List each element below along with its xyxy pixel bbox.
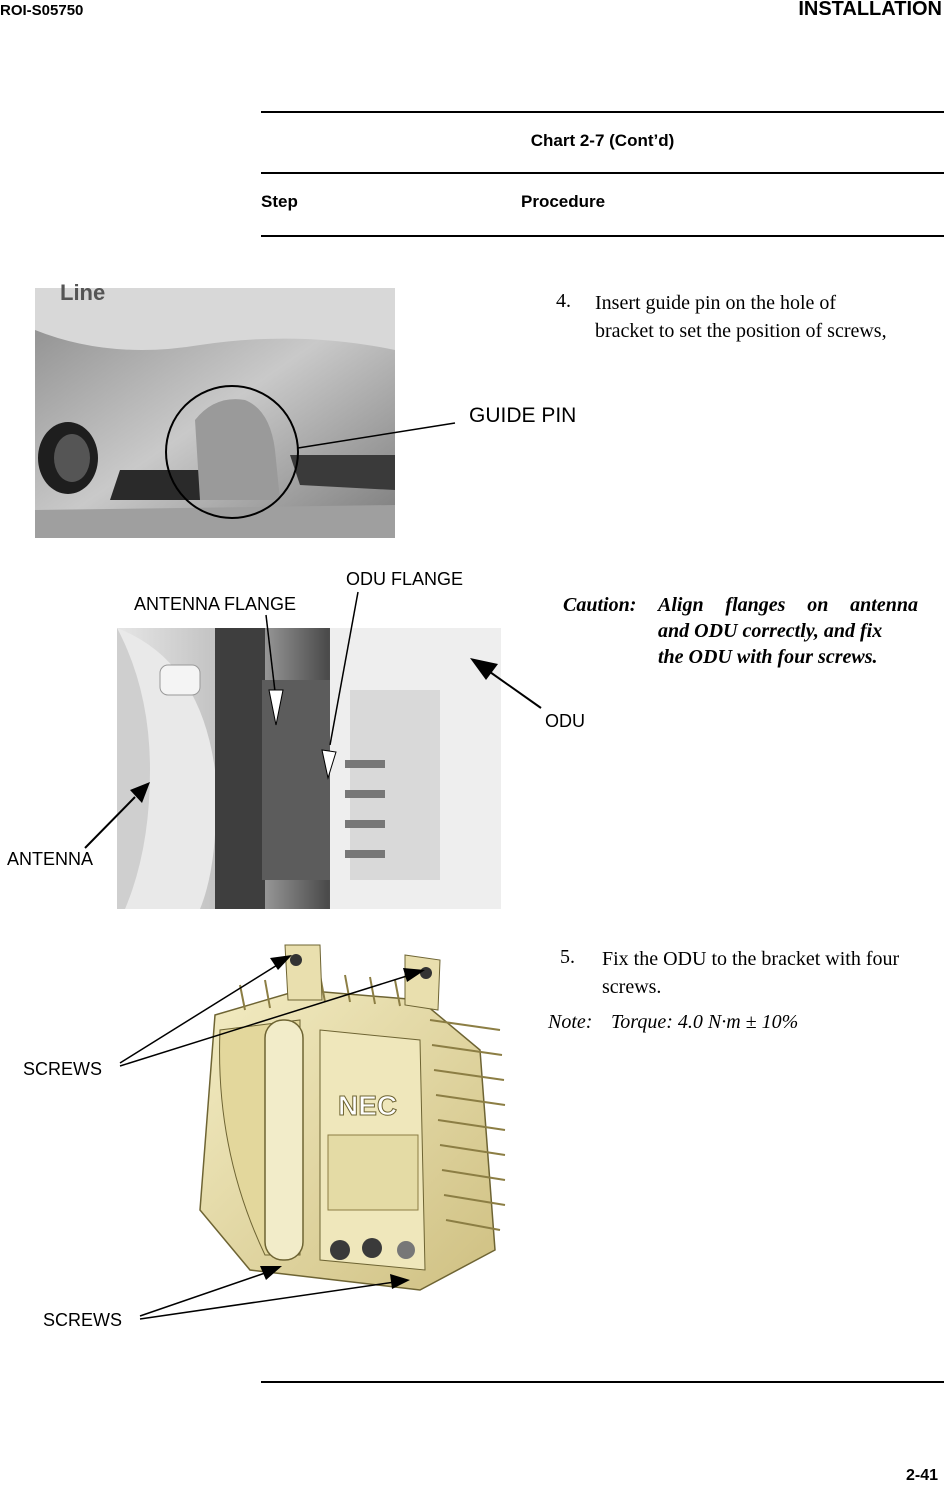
step-5-text-line1: Fix the ODU to the bracket with four	[602, 948, 900, 970]
antenna-flange-label: ANTENNA FLANGE	[134, 594, 297, 614]
screws-bottom-leader-2	[140, 1282, 395, 1319]
step-4-number: 4.	[556, 290, 571, 312]
guide-pin-label: GUIDE PIN	[469, 404, 577, 427]
step-5-number: 5.	[560, 946, 575, 968]
step-4-text-line1: Insert guide pin on the hole of	[595, 292, 837, 314]
step-5-text-line2: screws.	[602, 976, 662, 998]
caution-line2: and ODU correctly, and fix	[658, 620, 883, 642]
note-label: Note:	[548, 1011, 593, 1033]
step-4-text-line2: bracket to set the position of screws,	[595, 320, 887, 342]
svg-text:Line: Line	[60, 280, 106, 305]
note-text: Torque: 4.0 N·m ± 10%	[611, 1011, 799, 1033]
flange-alignment-photo	[117, 628, 501, 909]
screws-bottom-label: SCREWS	[43, 1310, 123, 1330]
caution-line3: the ODU with four screws.	[658, 646, 878, 668]
antenna-label: ANTENNA	[7, 849, 94, 869]
odu-brand-logo: NEC	[338, 1090, 398, 1121]
section-title: INSTALLATION	[798, 0, 942, 20]
page-number: 2-41	[905, 1467, 938, 1484]
chart-title: Chart 2-7 (Cont’d)	[530, 131, 675, 150]
odu-flange-label: ODU FLANGE	[346, 569, 464, 589]
bottom-rule	[261, 1381, 944, 1383]
column-header-step: Step	[261, 192, 298, 211]
screws-top-label: SCREWS	[23, 1059, 103, 1079]
caution-line1: Align flanges on antenna	[658, 594, 918, 616]
guide-pin-photo	[35, 280, 395, 538]
column-header-procedure: Procedure	[521, 192, 606, 211]
odu-device-drawing	[200, 945, 505, 1290]
caution-label: Caution:	[563, 594, 637, 616]
document-id: ROI-S05750	[0, 2, 84, 19]
odu-label: ODU	[545, 711, 585, 731]
